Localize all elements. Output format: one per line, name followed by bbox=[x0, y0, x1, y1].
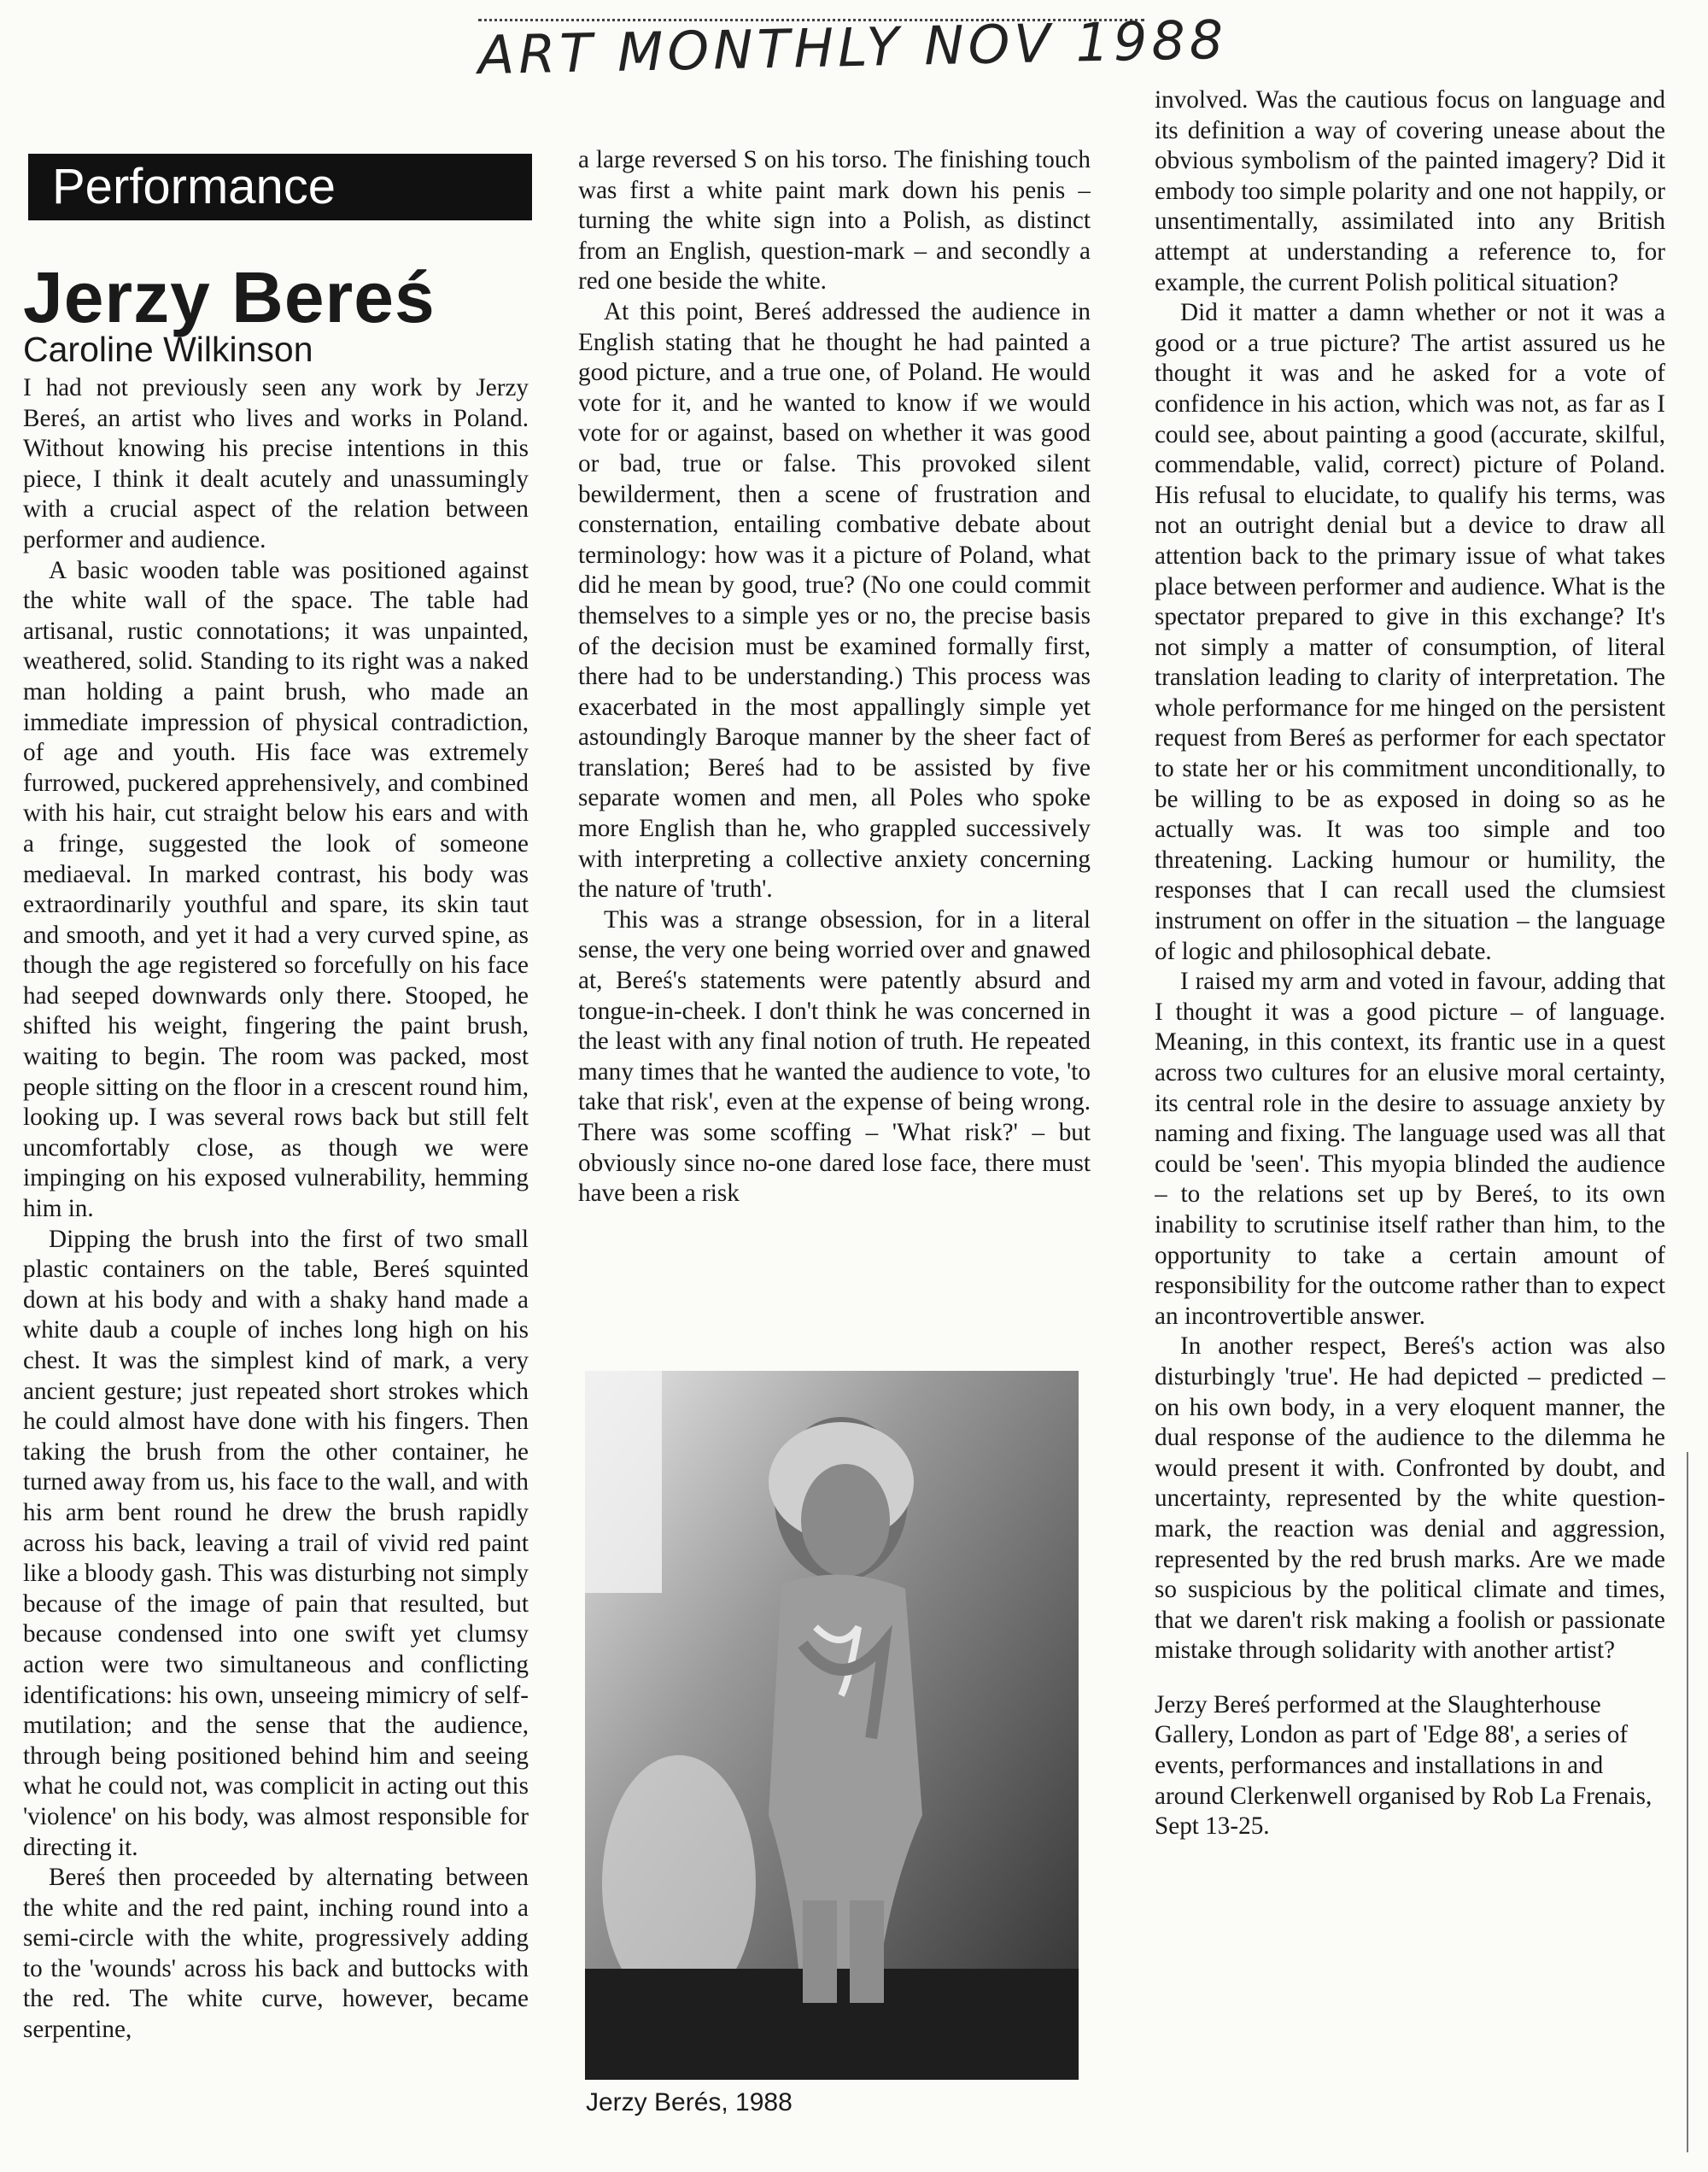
paragraph: involved. Was the cautious focus on language and its definition a way of covering unease about the obvious symbolism of the painted imagery? Did it embody too simple polarity and one not happily, or unsentimentally, assimilated into any British attempt at understanding a reference to, for example, the current Polish political situation? bbox=[1155, 86, 1665, 296]
paragraph: At this point, Bereś addressed the audience in English stating that he thought he had painted a good picture, and a true one, of Poland. He would vote for it, and he wanted to know if we would vote for or against, based on whether it was good or bad, true or false. This provoked silent bewilderment, then a scene of frustration and consternation, entailing combative debate about terminology: how was it a picture of Poland, what did he mean by good, true? (No one could commit themselves to a simple yes or no, the precise basis of the decision must be examined formally first, there had to be understanding.) This process was exacerbated in the most appallingly simple yet astoundingly Baroque manner by the sheer fact of translation; Bereś had to be assisted by five separate women and men, all Poles who spoke more English than he, who grappled successively with interpreting a collective anxiety concerning the nature of 'truth'. bbox=[578, 297, 1091, 904]
column-rule bbox=[1687, 1452, 1688, 2152]
paragraph: A basic wooden table was positioned against the white wall of the space. The table had artisanal, rustic connotations; it was unpainted, weathered, solid. Standing to its right was a naked man holding a paint brush, who made an immediate impression of physical contradiction, of age and youth. His face was extremely furrowed, puckered apprehensively, and combined with his hair, cut straight below his ears and with a fringe, suggested the look of someone mediaeval. In marked contrast, his body was extraordinarily youthful and spare, its skin taut and smooth, and yet it had a very curved spine, as though the age registered so forcefully on his face had seeped downwards only there. Stooped, he shifted his weight, fingering the paint brush, waiting to begin. The room was packed, most people sitting on the floor in a crescent round him, looking up. I was several rows back but still felt uncomfortably close, as though we were impinging on his exposed vulnerability, hemming him in. bbox=[23, 556, 529, 1223]
paragraph: a large reversed S on his torso. The finishing touch was first a white paint mark down his penis – turning the white sign into a Polish, as distinct from an English, question-mark – and secondly a red one beside the white. bbox=[578, 146, 1091, 296]
paragraph: I had not previously seen any work by Jerzy Bereś, an artist who lives and works in Poland. Without knowing his precise intentions in this piece, I think it dealt acutely and unassumingly with a crucial aspect of the relation between performer and audience. bbox=[23, 374, 529, 553]
paragraph: Did it matter a damn whether or not it was a good or a true picture? The artist assured us he thought it was and he asked for a vote of confidence in his action, which was not, as far as I could see, about painting a good (accurate, skilful, commendable, valid, correct) picture of Poland. His refusal to elucidate, to qualify his terms, was not an outright denial but a device to draw all attention back to the primary issue of what takes place between performer and audience. What is the spectator prepared to give in this exchange? It's not simply a matter of consumption, of literal translation leading to clarity of interpretation. The whole performance for me hinged on the persistent request from Bereś as performer for each spectator to state her or his commitment unconditionally, to be willing to be as exposed in doing so as he actually was. It was too simple and too threatening. Lacking humour or humility, the responses that I can recall used the clumsiest instrument on offer in the situation – the language of logic and philosophical debate. bbox=[1155, 299, 1665, 965]
text-column-2 bbox=[578, 145, 1091, 1324]
paragraph: Bereś then proceeded by alternating between the white and the red paint, inching round into a semi-circle with the white, progressively adding to the 'wounds' across his back and buttocks with the red. The white curve, however, became serpentine, bbox=[23, 1864, 529, 2044]
paragraph: Dipping the brush into the first of two small plastic containers on the table, Bereś squinted down at his body and with a shaky hand made a white daub a couple of inches long high on his chest. It was the simplest kind of mark, a very ancient gesture; just repeated short strokes which he could almost have done with his fingers. Then taking the brush from the other container, he turned away from us, his face to the wall, and with his arm bent round he drew the brush rapidly across his back, leaving a trail of vivid red paint like a bloody gash. This was disturbing not simply because of the image of pain that resulted, but because condensed into one swift yet clumsy action were two simultaneous and conflicting identifications: his own, unseeing mimicry of self-mutilation; and the sense that the audience, through being positioned behind him and seeing what he could not, was complicit in acting out this 'violence' on his body, was almost responsible for directing it. bbox=[23, 1225, 529, 1861]
performance-photo bbox=[585, 1371, 1079, 2080]
paragraph: I raised my arm and voted in favour, adding that I thought it was a good picture – of language. Meaning, in this context, its frantic use in a quest across two cultures for an elusive moral certainty, its central role in the desire to assuage anxiety by naming and fixing. The language used was all that could be 'seen'. This myopia blinded the audience – to the relations set up by Bereś, to its own inability to scrutinise itself rather than him, to the opportunity to take a certain amount of responsibility for the outcome rather than to expect an incontrovertible answer. bbox=[1155, 968, 1665, 1330]
article-title: Jerzy Bereś bbox=[23, 257, 436, 337]
handwritten-annotation: ART MONTHLY NOV 1988 bbox=[477, 8, 1228, 87]
article-credit: Jerzy Bereś performed at the Slaughterhouse Gallery, London as part of 'Edge 88', a series of events, performances and installations in and around Clerkenwell organised by Rob La Frenais, Sept 13-25. bbox=[1155, 1690, 1652, 1841]
text-column-1 bbox=[23, 373, 529, 2133]
photo-caption: Jerzy Berés, 1988 bbox=[586, 2088, 793, 2116]
text-column-3 bbox=[1155, 85, 1665, 1879]
paragraph: This was a strange obsession, for in a literal sense, the very one being worried over and gnawed at, Bereś's statements were patently absurd and tongue-in-cheek. I don't think he was concerned in the least with any final notion of truth. He repeated many times that he wanted the audience to vote, 'to take that risk', even at the expense of being wrong. There was some scoffing – 'What risk?' – but obviously since no-one dared lose face, there must have been a risk bbox=[578, 905, 1091, 1208]
paragraph: In another respect, Bereś's action was also disturbingly 'true'. He had depicted – predicted – on his own body, in a very eloquent manner, the dual response of the audience to the dilemma he would present it with. Confronted by doubt, and uncertainty, represented by the white question-mark, the reaction was denial and aggression, represented by the red brush marks. Are we made so suspicious by the political climate and times, that we daren't risk making a foolish or passionate mistake through solidarity with another artist? bbox=[1155, 1332, 1665, 1665]
section-label: Performance bbox=[28, 154, 532, 220]
article-author: Caroline Wilkinson bbox=[23, 330, 313, 369]
photo-illustration bbox=[585, 1371, 1079, 2080]
